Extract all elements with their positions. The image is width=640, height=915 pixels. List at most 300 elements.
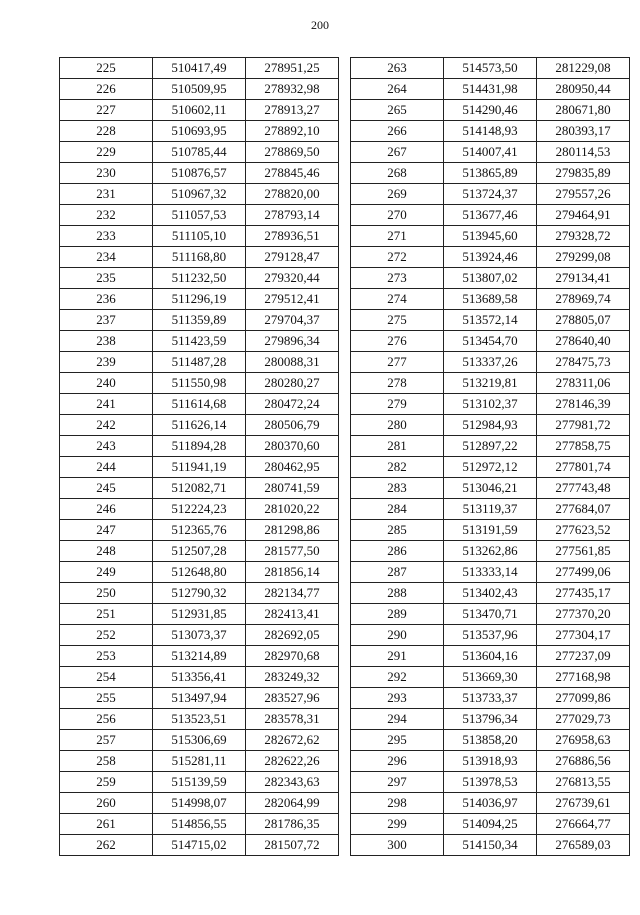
point-number-cell: 294 xyxy=(351,709,444,730)
table-row xyxy=(60,604,339,625)
point-number-cell: 249 xyxy=(60,562,153,583)
y-coordinate-cell: 277435,17 xyxy=(537,583,630,604)
point-number-cell: 253 xyxy=(60,646,153,667)
y-coordinate-cell: 282134,77 xyxy=(246,583,339,604)
x-coordinate-cell: 513669,30 xyxy=(444,667,537,688)
table-row xyxy=(351,79,630,100)
x-coordinate-cell: 513807,02 xyxy=(444,268,537,289)
page-number: 200 xyxy=(311,18,329,32)
x-coordinate-cell: 513191,59 xyxy=(444,520,537,541)
y-coordinate-cell: 282343,63 xyxy=(246,772,339,793)
x-coordinate-cell: 513102,37 xyxy=(444,394,537,415)
point-number-cell: 257 xyxy=(60,730,153,751)
x-coordinate-cell: 512984,93 xyxy=(444,415,537,436)
y-coordinate-cell: 279896,34 xyxy=(246,331,339,352)
table-row xyxy=(351,58,630,79)
table-row xyxy=(60,58,339,79)
y-coordinate-cell: 276886,56 xyxy=(537,751,630,772)
table-row xyxy=(60,247,339,268)
x-coordinate-cell: 514007,41 xyxy=(444,142,537,163)
y-coordinate-cell: 277858,75 xyxy=(537,436,630,457)
x-coordinate-cell: 513978,53 xyxy=(444,772,537,793)
x-coordinate-cell: 514431,98 xyxy=(444,79,537,100)
point-number-cell: 282 xyxy=(351,457,444,478)
y-coordinate-cell: 279512,41 xyxy=(246,289,339,310)
y-coordinate-cell: 278845,46 xyxy=(246,163,339,184)
y-coordinate-cell: 282622,26 xyxy=(246,751,339,772)
x-coordinate-cell: 512224,23 xyxy=(153,499,246,520)
x-coordinate-cell: 510967,32 xyxy=(153,184,246,205)
point-number-cell: 263 xyxy=(351,58,444,79)
point-number-cell: 290 xyxy=(351,625,444,646)
table-row xyxy=(60,352,339,373)
x-coordinate-cell: 513537,96 xyxy=(444,625,537,646)
table-row xyxy=(351,163,630,184)
table-row xyxy=(60,373,339,394)
x-coordinate-cell: 513119,37 xyxy=(444,499,537,520)
y-coordinate-cell: 282413,41 xyxy=(246,604,339,625)
y-coordinate-cell: 280114,53 xyxy=(537,142,630,163)
x-coordinate-cell: 513523,51 xyxy=(153,709,246,730)
y-coordinate-cell: 278805,07 xyxy=(537,310,630,331)
y-coordinate-cell: 283249,32 xyxy=(246,667,339,688)
point-number-cell: 264 xyxy=(351,79,444,100)
table-row xyxy=(351,709,630,730)
y-coordinate-cell: 277370,20 xyxy=(537,604,630,625)
table-row xyxy=(60,436,339,457)
x-coordinate-cell: 514094,25 xyxy=(444,814,537,835)
x-coordinate-cell: 514290,46 xyxy=(444,100,537,121)
x-coordinate-cell: 511057,53 xyxy=(153,205,246,226)
y-coordinate-cell: 279299,08 xyxy=(537,247,630,268)
point-number-cell: 259 xyxy=(60,772,153,793)
point-number-cell: 285 xyxy=(351,520,444,541)
x-coordinate-cell: 512507,28 xyxy=(153,541,246,562)
table-row xyxy=(60,562,339,583)
point-number-cell: 229 xyxy=(60,142,153,163)
table-row xyxy=(60,457,339,478)
table-row xyxy=(60,121,339,142)
x-coordinate-cell: 513402,43 xyxy=(444,583,537,604)
x-coordinate-cell: 514150,34 xyxy=(444,835,537,856)
point-number-cell: 289 xyxy=(351,604,444,625)
point-number-cell: 266 xyxy=(351,121,444,142)
point-number-cell: 242 xyxy=(60,415,153,436)
x-coordinate-cell: 515306,69 xyxy=(153,730,246,751)
x-coordinate-cell: 510876,57 xyxy=(153,163,246,184)
table-row xyxy=(60,100,339,121)
x-coordinate-cell: 510785,44 xyxy=(153,142,246,163)
point-number-cell: 241 xyxy=(60,394,153,415)
x-coordinate-cell: 511105,10 xyxy=(153,226,246,247)
x-coordinate-cell: 513454,70 xyxy=(444,331,537,352)
y-coordinate-cell: 282064,99 xyxy=(246,793,339,814)
point-number-cell: 284 xyxy=(351,499,444,520)
table-row xyxy=(351,814,630,835)
y-coordinate-cell: 281229,08 xyxy=(537,58,630,79)
table-row xyxy=(351,289,630,310)
y-coordinate-cell: 280950,44 xyxy=(537,79,630,100)
x-coordinate-cell: 512897,22 xyxy=(444,436,537,457)
x-coordinate-cell: 513337,26 xyxy=(444,352,537,373)
x-coordinate-cell: 514148,93 xyxy=(444,121,537,142)
table-row xyxy=(351,520,630,541)
x-coordinate-cell: 510693,95 xyxy=(153,121,246,142)
table-row xyxy=(351,268,630,289)
table-row xyxy=(60,688,339,709)
y-coordinate-cell: 279320,44 xyxy=(246,268,339,289)
x-coordinate-cell: 513572,14 xyxy=(444,310,537,331)
x-coordinate-cell: 515139,59 xyxy=(153,772,246,793)
x-coordinate-cell: 510602,11 xyxy=(153,100,246,121)
point-number-cell: 270 xyxy=(351,205,444,226)
table-row xyxy=(60,478,339,499)
y-coordinate-cell: 276589,03 xyxy=(537,835,630,856)
y-coordinate-cell: 279704,37 xyxy=(246,310,339,331)
table-row xyxy=(351,646,630,667)
y-coordinate-cell: 280462,95 xyxy=(246,457,339,478)
point-number-cell: 299 xyxy=(351,814,444,835)
table-row xyxy=(60,709,339,730)
x-coordinate-cell: 511550,98 xyxy=(153,373,246,394)
x-coordinate-cell: 512648,80 xyxy=(153,562,246,583)
point-number-cell: 286 xyxy=(351,541,444,562)
point-number-cell: 243 xyxy=(60,436,153,457)
point-number-cell: 262 xyxy=(60,835,153,856)
x-coordinate-cell: 512972,12 xyxy=(444,457,537,478)
y-coordinate-cell: 277981,72 xyxy=(537,415,630,436)
y-coordinate-cell: 278640,40 xyxy=(537,331,630,352)
table-row xyxy=(60,289,339,310)
point-number-cell: 292 xyxy=(351,667,444,688)
x-coordinate-cell: 514573,50 xyxy=(444,58,537,79)
x-coordinate-cell: 513945,60 xyxy=(444,226,537,247)
table-row xyxy=(351,226,630,247)
y-coordinate-cell: 277561,85 xyxy=(537,541,630,562)
table-row xyxy=(351,562,630,583)
table-row xyxy=(60,667,339,688)
table-row xyxy=(351,688,630,709)
point-number-cell: 225 xyxy=(60,58,153,79)
y-coordinate-cell: 279557,26 xyxy=(537,184,630,205)
y-coordinate-cell: 276958,63 xyxy=(537,730,630,751)
y-coordinate-cell: 278951,25 xyxy=(246,58,339,79)
x-coordinate-cell: 513073,37 xyxy=(153,625,246,646)
point-number-cell: 276 xyxy=(351,331,444,352)
y-coordinate-cell: 282970,68 xyxy=(246,646,339,667)
x-coordinate-cell: 510417,49 xyxy=(153,58,246,79)
y-coordinate-cell: 276813,55 xyxy=(537,772,630,793)
table-row xyxy=(60,814,339,835)
y-coordinate-cell: 278820,00 xyxy=(246,184,339,205)
point-number-cell: 227 xyxy=(60,100,153,121)
point-number-cell: 297 xyxy=(351,772,444,793)
table-row xyxy=(351,499,630,520)
point-number-cell: 274 xyxy=(351,289,444,310)
x-coordinate-cell: 513214,89 xyxy=(153,646,246,667)
x-coordinate-cell: 514998,07 xyxy=(153,793,246,814)
x-coordinate-cell: 511626,14 xyxy=(153,415,246,436)
point-number-cell: 280 xyxy=(351,415,444,436)
x-coordinate-cell: 513733,37 xyxy=(444,688,537,709)
table-row xyxy=(351,625,630,646)
y-coordinate-cell: 277623,52 xyxy=(537,520,630,541)
point-number-cell: 258 xyxy=(60,751,153,772)
x-coordinate-cell: 514856,55 xyxy=(153,814,246,835)
point-number-cell: 283 xyxy=(351,478,444,499)
x-coordinate-cell: 513470,71 xyxy=(444,604,537,625)
point-number-cell: 251 xyxy=(60,604,153,625)
table-row xyxy=(60,625,339,646)
table-row xyxy=(60,205,339,226)
y-coordinate-cell: 277099,86 xyxy=(537,688,630,709)
y-coordinate-cell: 280280,27 xyxy=(246,373,339,394)
y-coordinate-cell: 277684,07 xyxy=(537,499,630,520)
point-number-cell: 267 xyxy=(351,142,444,163)
y-coordinate-cell: 281577,50 xyxy=(246,541,339,562)
table-row xyxy=(60,394,339,415)
x-coordinate-cell: 511168,80 xyxy=(153,247,246,268)
point-number-cell: 230 xyxy=(60,163,153,184)
table-row xyxy=(351,583,630,604)
x-coordinate-cell: 510509,95 xyxy=(153,79,246,100)
point-number-cell: 234 xyxy=(60,247,153,268)
table-row xyxy=(351,142,630,163)
table-row xyxy=(60,835,339,856)
x-coordinate-cell: 513219,81 xyxy=(444,373,537,394)
table-row xyxy=(351,310,630,331)
x-coordinate-cell: 511614,68 xyxy=(153,394,246,415)
table-row xyxy=(351,205,630,226)
y-coordinate-cell: 278892,10 xyxy=(246,121,339,142)
table-row xyxy=(60,772,339,793)
y-coordinate-cell: 281786,35 xyxy=(246,814,339,835)
y-coordinate-cell: 278932,98 xyxy=(246,79,339,100)
point-number-cell: 237 xyxy=(60,310,153,331)
table-row xyxy=(351,100,630,121)
point-number-cell: 277 xyxy=(351,352,444,373)
point-number-cell: 265 xyxy=(351,100,444,121)
table-body xyxy=(60,58,339,856)
x-coordinate-cell: 513262,86 xyxy=(444,541,537,562)
y-coordinate-cell: 278475,73 xyxy=(537,352,630,373)
y-coordinate-cell: 279835,89 xyxy=(537,163,630,184)
point-number-cell: 235 xyxy=(60,268,153,289)
y-coordinate-cell: 277801,74 xyxy=(537,457,630,478)
table-row xyxy=(351,667,630,688)
point-number-cell: 254 xyxy=(60,667,153,688)
table-row xyxy=(351,541,630,562)
y-coordinate-cell: 280088,31 xyxy=(246,352,339,373)
x-coordinate-cell: 513604,16 xyxy=(444,646,537,667)
y-coordinate-cell: 277743,48 xyxy=(537,478,630,499)
point-number-cell: 245 xyxy=(60,478,153,499)
x-coordinate-cell: 513497,94 xyxy=(153,688,246,709)
table-row xyxy=(60,142,339,163)
x-coordinate-cell: 515281,11 xyxy=(153,751,246,772)
x-coordinate-cell: 513918,93 xyxy=(444,751,537,772)
table-row xyxy=(351,352,630,373)
point-number-cell: 278 xyxy=(351,373,444,394)
point-number-cell: 228 xyxy=(60,121,153,142)
point-number-cell: 300 xyxy=(351,835,444,856)
table-row xyxy=(60,520,339,541)
x-coordinate-cell: 513677,46 xyxy=(444,205,537,226)
x-coordinate-cell: 513333,14 xyxy=(444,562,537,583)
point-number-cell: 287 xyxy=(351,562,444,583)
point-number-cell: 250 xyxy=(60,583,153,604)
point-number-cell: 295 xyxy=(351,730,444,751)
point-number-cell: 255 xyxy=(60,688,153,709)
x-coordinate-cell: 513046,21 xyxy=(444,478,537,499)
point-number-cell: 298 xyxy=(351,793,444,814)
point-number-cell: 256 xyxy=(60,709,153,730)
point-number-cell: 268 xyxy=(351,163,444,184)
coordinates-table-left xyxy=(59,57,339,856)
x-coordinate-cell: 512931,85 xyxy=(153,604,246,625)
table-row xyxy=(60,79,339,100)
y-coordinate-cell: 277304,17 xyxy=(537,625,630,646)
y-coordinate-cell: 283527,96 xyxy=(246,688,339,709)
y-coordinate-cell: 282672,62 xyxy=(246,730,339,751)
table-row xyxy=(60,415,339,436)
table-row xyxy=(60,163,339,184)
table-row xyxy=(351,835,630,856)
y-coordinate-cell: 280370,60 xyxy=(246,436,339,457)
x-coordinate-cell: 512790,32 xyxy=(153,583,246,604)
y-coordinate-cell: 280506,79 xyxy=(246,415,339,436)
point-number-cell: 288 xyxy=(351,583,444,604)
coordinates-table-right xyxy=(350,57,630,856)
x-coordinate-cell: 513689,58 xyxy=(444,289,537,310)
y-coordinate-cell: 278869,50 xyxy=(246,142,339,163)
point-number-cell: 269 xyxy=(351,184,444,205)
table-row xyxy=(60,793,339,814)
y-coordinate-cell: 281020,22 xyxy=(246,499,339,520)
point-number-cell: 261 xyxy=(60,814,153,835)
y-coordinate-cell: 278793,14 xyxy=(246,205,339,226)
x-coordinate-cell: 513724,37 xyxy=(444,184,537,205)
table-row xyxy=(60,268,339,289)
table-row xyxy=(60,331,339,352)
y-coordinate-cell: 280671,80 xyxy=(537,100,630,121)
x-coordinate-cell: 511296,19 xyxy=(153,289,246,310)
point-number-cell: 238 xyxy=(60,331,153,352)
table-row xyxy=(60,646,339,667)
table-body xyxy=(351,58,630,856)
x-coordinate-cell: 513865,89 xyxy=(444,163,537,184)
point-number-cell: 293 xyxy=(351,688,444,709)
table-row xyxy=(60,226,339,247)
y-coordinate-cell: 277499,06 xyxy=(537,562,630,583)
x-coordinate-cell: 511359,89 xyxy=(153,310,246,331)
y-coordinate-cell: 277168,98 xyxy=(537,667,630,688)
table-row xyxy=(351,247,630,268)
table-row xyxy=(351,394,630,415)
point-number-cell: 273 xyxy=(351,268,444,289)
point-number-cell: 291 xyxy=(351,646,444,667)
y-coordinate-cell: 281298,86 xyxy=(246,520,339,541)
y-coordinate-cell: 276739,61 xyxy=(537,793,630,814)
point-number-cell: 275 xyxy=(351,310,444,331)
y-coordinate-cell: 279464,91 xyxy=(537,205,630,226)
y-coordinate-cell: 278936,51 xyxy=(246,226,339,247)
x-coordinate-cell: 514715,02 xyxy=(153,835,246,856)
y-coordinate-cell: 280472,24 xyxy=(246,394,339,415)
y-coordinate-cell: 277029,73 xyxy=(537,709,630,730)
point-number-cell: 231 xyxy=(60,184,153,205)
table-row xyxy=(351,751,630,772)
table-row xyxy=(351,604,630,625)
table-row xyxy=(351,730,630,751)
table-row xyxy=(351,415,630,436)
y-coordinate-cell: 277237,09 xyxy=(537,646,630,667)
x-coordinate-cell: 512365,76 xyxy=(153,520,246,541)
y-coordinate-cell: 278311,06 xyxy=(537,373,630,394)
point-number-cell: 271 xyxy=(351,226,444,247)
point-number-cell: 248 xyxy=(60,541,153,562)
x-coordinate-cell: 512082,71 xyxy=(153,478,246,499)
y-coordinate-cell: 278146,39 xyxy=(537,394,630,415)
table-row xyxy=(60,499,339,520)
table-row xyxy=(60,583,339,604)
x-coordinate-cell: 513924,46 xyxy=(444,247,537,268)
point-number-cell: 296 xyxy=(351,751,444,772)
point-number-cell: 232 xyxy=(60,205,153,226)
x-coordinate-cell: 511423,59 xyxy=(153,331,246,352)
y-coordinate-cell: 279134,41 xyxy=(537,268,630,289)
y-coordinate-cell: 281507,72 xyxy=(246,835,339,856)
point-number-cell: 260 xyxy=(60,793,153,814)
point-number-cell: 233 xyxy=(60,226,153,247)
point-number-cell: 240 xyxy=(60,373,153,394)
point-number-cell: 246 xyxy=(60,499,153,520)
y-coordinate-cell: 281856,14 xyxy=(246,562,339,583)
y-coordinate-cell: 282692,05 xyxy=(246,625,339,646)
point-number-cell: 226 xyxy=(60,79,153,100)
x-coordinate-cell: 514036,97 xyxy=(444,793,537,814)
y-coordinate-cell: 278913,27 xyxy=(246,100,339,121)
point-number-cell: 279 xyxy=(351,394,444,415)
x-coordinate-cell: 513858,20 xyxy=(444,730,537,751)
table-row xyxy=(351,184,630,205)
point-number-cell: 252 xyxy=(60,625,153,646)
point-number-cell: 239 xyxy=(60,352,153,373)
table-row xyxy=(351,772,630,793)
y-coordinate-cell: 283578,31 xyxy=(246,709,339,730)
table-row xyxy=(60,730,339,751)
table-row xyxy=(351,373,630,394)
y-coordinate-cell: 279328,72 xyxy=(537,226,630,247)
y-coordinate-cell: 280393,17 xyxy=(537,121,630,142)
x-coordinate-cell: 511894,28 xyxy=(153,436,246,457)
table-row xyxy=(351,121,630,142)
x-coordinate-cell: 511487,28 xyxy=(153,352,246,373)
point-number-cell: 281 xyxy=(351,436,444,457)
y-coordinate-cell: 280741,59 xyxy=(246,478,339,499)
point-number-cell: 244 xyxy=(60,457,153,478)
table-row xyxy=(351,478,630,499)
y-coordinate-cell: 279128,47 xyxy=(246,247,339,268)
x-coordinate-cell: 511941,19 xyxy=(153,457,246,478)
point-number-cell: 272 xyxy=(351,247,444,268)
table-row xyxy=(60,541,339,562)
y-coordinate-cell: 278969,74 xyxy=(537,289,630,310)
x-coordinate-cell: 511232,50 xyxy=(153,268,246,289)
point-number-cell: 247 xyxy=(60,520,153,541)
y-coordinate-cell: 276664,77 xyxy=(537,814,630,835)
table-row xyxy=(60,310,339,331)
